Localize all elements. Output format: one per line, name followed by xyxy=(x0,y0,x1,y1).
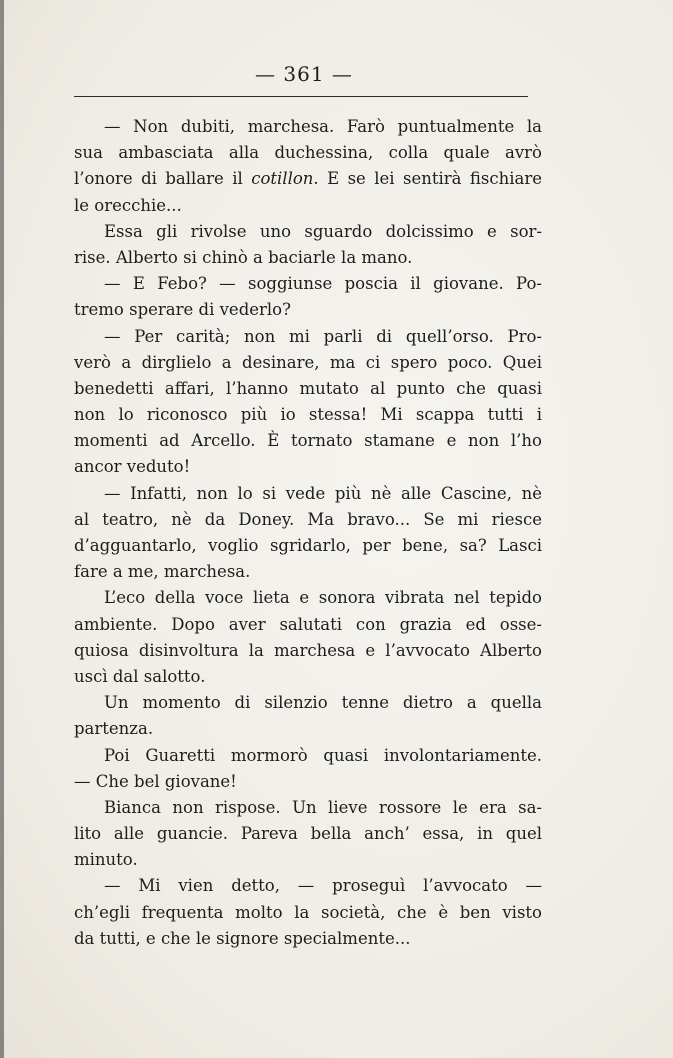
text-line: quiosa disinvoltura la marchesa e l’avvocato Alberto xyxy=(74,640,542,660)
text-line: — Non dubiti, marchesa. Farò puntualmente la xyxy=(104,117,542,136)
text-line: ch’egli frequenta molto la società, che è ben visto xyxy=(74,902,542,922)
text-line: d’agguantarlo, voglio sgridarlo, per bene, sa? Lasci xyxy=(74,536,542,555)
text-line: l’onore di ballare il cotillon. E se lei sentirà fischiare xyxy=(74,169,542,189)
page-edge-shadow xyxy=(0,0,4,1058)
text-line: Bianca non rispose. Un lieve rossore le era sa- xyxy=(104,797,542,817)
text-line: fare a me, marchesa. xyxy=(74,562,251,582)
text-line: — E Febo? — soggiunse poscia il giovane. Po- xyxy=(104,274,542,294)
text-line: al teatro, nè da Doney. Ma bravo... Se mi riesce xyxy=(74,509,542,529)
text-line: Essa gli rivolse uno sguardo dolcissimo e sor- xyxy=(104,221,542,241)
text-line: momenti ad Arcello. È tornato stamane e non l’ho xyxy=(74,431,542,451)
text-line: — Per carità; non mi parli di quell’orso. Pro- xyxy=(104,326,542,346)
text-line: ambiente. Dopo aver salutati con grazia ed osse- xyxy=(74,614,542,634)
page-number: — 361 — xyxy=(255,62,353,86)
text-line: non lo riconosco più io stessa! Mi scappa tutti i xyxy=(74,405,542,425)
text-line: rise. Alberto si chinò a baciarle la mano. xyxy=(74,247,413,267)
text-line: verò a dirglielo a desinare, ma ci spero poco. Quei xyxy=(74,352,542,372)
text-line: da tutti, e che le signore specialmente... xyxy=(74,928,411,948)
text-line: partenza. xyxy=(74,719,154,739)
text-line: tremo sperare di vederlo? xyxy=(74,300,291,320)
text-line: ancor veduto! xyxy=(74,457,191,477)
text-line: Poi Guaretti mormorò quasi involontariamente. xyxy=(104,745,542,765)
text-line: sua ambasciata alla duchessina, colla quale avrò xyxy=(74,143,542,163)
text-line: Un momento di silenzio tenne dietro a quella xyxy=(104,693,542,713)
text-line: uscì dal salotto. xyxy=(74,666,206,686)
body-text xyxy=(74,114,542,952)
text-line: minuto. xyxy=(74,850,138,870)
text-line: benedetti affari, l’hanno mutato al punto che quasi xyxy=(74,378,542,398)
text-line: — Che bel giovane! xyxy=(74,771,237,791)
text-line: le orecchie... xyxy=(74,195,182,215)
text-line: L’eco della voce lieta e sonora vibrata nel tepido xyxy=(104,588,542,608)
header-rule xyxy=(74,96,528,97)
text-line: — Infatti, non lo si vede più nè alle Cascine, nè xyxy=(104,483,542,503)
text-line: — Mi vien detto, — proseguì l’avvocato — xyxy=(104,876,542,896)
text-line: lito alle guancie. Pareva bella anch’ essa, in quel xyxy=(74,824,542,844)
italic-word: cotillon xyxy=(251,169,314,189)
